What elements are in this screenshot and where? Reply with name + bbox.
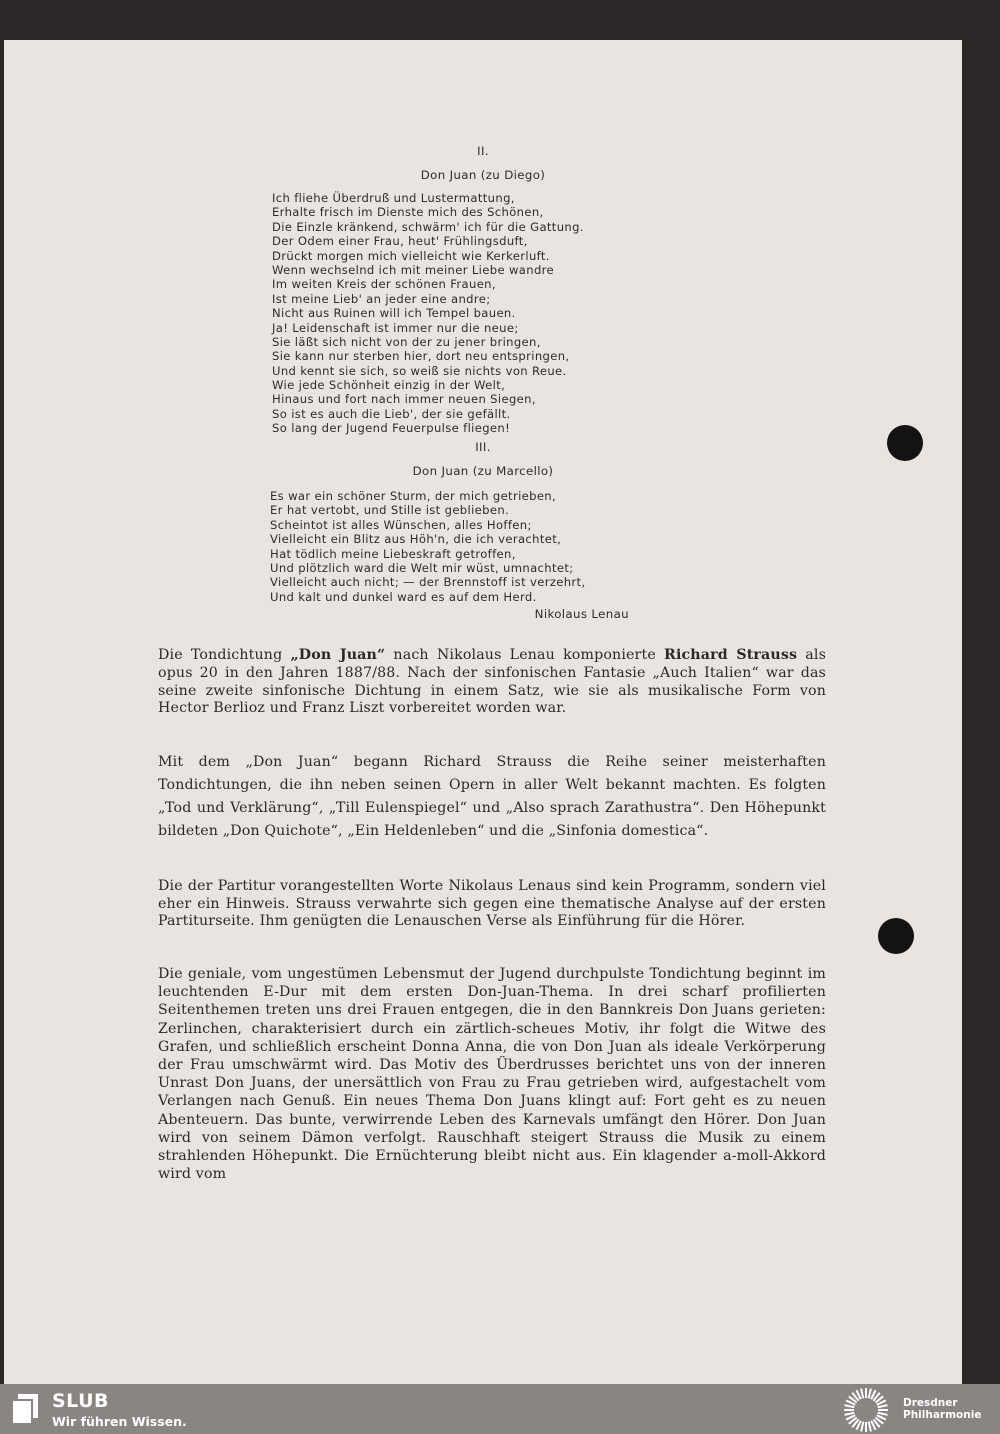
poem-line: Hinaus und fort nach immer neuen Siegen, [272,392,536,407]
poem-line: Sie kann nur sterben hier, dort neu entspringen, [272,349,570,364]
logo-ray [878,1413,888,1415]
partner-line: Dresdner [903,1397,958,1409]
poem-line: Es war ein schöner Sturm, der mich getrieben, [270,489,557,503]
footer-bar [0,1384,1000,1434]
poem-line: Ich fliehe Überdruß und Lustermattung, [272,191,515,205]
partner-line: Philharmonie [903,1409,982,1421]
logo-ray [878,1405,888,1407]
poem-line: Vielleicht auch nicht; — der Brennstoff ist verzehrt, [270,575,586,590]
poem-section-numeral: III. [475,440,491,454]
dresdner-philharmonie-name[interactable] [903,1397,981,1421]
poem-line: Scheintot ist alles Wünschen, alles Hoffen; [270,517,532,532]
slub-logo-icon[interactable] [12,1394,38,1424]
poem-line: Erhalte frisch im Dienste mich des Schönen, [272,205,544,220]
poem-line: Ja! Leidenschaft ist immer nur die neue; [272,320,519,335]
poem-line: Wie jede Schönheit einzig in der Welt, [272,378,506,393]
paragraph: Die der Partitur vorangestellten Worte Nikolaus Lenaus sind kein Programm, sondern viel eher ein Hinweis. Strauss verwahrte sich gegen eine thematische Analyse auf der ersten Partiturseite. Ihm genügten die Lenauschen Verse als Einführung für die Hörer. [158,878,826,930]
logo-ray [861,1422,863,1432]
logo-ray [845,1413,855,1415]
logo-ray [861,1389,863,1399]
composer-name: Richard Strauss [664,647,798,663]
poem-line: Sie läßt sich nicht von der zu jener bringen, [272,334,541,349]
poem-section-heading: Don Juan (zu Diego) [420,168,546,182]
poem-line: Und kennt sie sich, so weiß sie nichts von Reue. [272,363,567,378]
logo-ray [845,1405,855,1407]
paragraph: Mit dem „Don Juan“ begann Richard Strauss die Reihe seiner meisterhaften Tondichtungen, die ihn neben seinen Opern in aller Welt bekannt machten. Es folgten „Tod und Verklärung“, „Till Eulenspiegel“ und „Also sprach Zarathustra“. Den Höhepunkt bildeten „Don Quichote“, „Ein Heldenleben“ und die „Sinfonia domestica“. [158,754,826,839]
poem-line: Drückt morgen mich vielleicht wie Kerkerluft. [272,248,550,263]
poem-line: Ist meine Lieb' an jeder eine andre; [272,291,491,306]
slub-tagline: Wir führen Wissen. [52,1414,187,1429]
logo-ray [869,1389,871,1399]
poem-line: Er hat vertobt, und Stille ist geblieben. [270,503,510,518]
punch-hole [878,918,914,954]
paragraph-text: Die Tondichtung [158,647,291,663]
dresdner-philharmonie-logo-icon[interactable] [843,1387,889,1433]
document-page [4,40,962,1384]
poem-line: Vielleicht ein Blitz aus Höh'n, die ich verachtet, [270,532,562,547]
poem-line: Die Einzle kränkend, schwärm' ich für die Gattung. [272,219,584,234]
poem-line: Der Odem einer Frau, heut' Frühlingsduft, [272,234,528,249]
poem-line: Und plötzlich ward die Welt mir wüst, umnachtet; [270,560,574,575]
poem-line: So ist es auch die Lieb', der sie gefällt. [272,406,511,421]
logo-ray [869,1422,871,1432]
poem-stanza [272,191,584,436]
poem-line: Hat tödlich meine Liebeskraft getroffen, [270,546,516,561]
work-title: „Don Juan“ [290,647,386,663]
poem-line: Und kalt und dunkel ward es auf dem Herd. [270,589,537,604]
paragraph-text: nach Nikolaus Lenau komponierte [385,647,665,663]
paragraph-text: als opus 20 in den Jahren 1887/88. Nach der sinfonischen Fantasie „Auch Italien“ war das seine zweite sinfonische Dichtung in einem Satz, wie sie als musikalische Form von Hector Berlioz und Franz Liszt vorbereitet worden war. [158,647,827,717]
paragraph: Die geniale, vom ungestümen Lebensmut der Jugend durchpulste Tondichtung beginnt im leuchtenden E-Dur mit dem ersten Don-Juan-Thema. In drei scharf profilierten Seitenthemen treten uns drei Frauen entgegen, die in den Bannkreis Don Juans gerieten: Zerlinchen, charakterisiert durch ein zärtlich-scheues Motiv, ihr folgt die Witwe des Grafen, und schließlich erscheint Donna Anna, die von Don Juan als ideale Verkörperung der Frau umschwärmt wird. Das Motiv des Überdrusses berichtet uns von der inneren Unrast Don Juans, der unersättlich von Frau zu Frau getrieben wird, aufgestachelt vom Verlangen nach Genuß. Ein neues Thema Don Juans klingt auf: Fort geht es zu neuen Abenteuern. Das bunte, verwirrende Leben des Karnevals umfängt den Hörer. Don Juan wird von seinem Dämon verfolgt. Rauschhaft steigert Strauss die Musik zu einem strahlenden Höhepunkt. Die Ernüchterung bleibt nicht aus. Ein klagender a-moll-Akkord wird vom [158,966,826,1183]
poem-line: Wenn wechselnd ich mit meiner Liebe wandre [272,262,555,277]
poem-stanza [270,489,585,604]
poem-section-numeral: II. [477,144,489,158]
poem-section-heading: Don Juan (zu Marcello) [412,464,554,478]
poem-line: So lang der Jugend Feuerpulse fliegen! [272,421,511,436]
poem-author: Nikolaus Lenau [534,607,629,621]
slub-name[interactable]: SLUB [52,1390,110,1412]
paragraph [158,647,826,718]
poem-line: Im weiten Kreis der schönen Frauen, [272,277,496,292]
poem-line: Nicht aus Ruinen will ich Tempel bauen. [272,306,516,321]
